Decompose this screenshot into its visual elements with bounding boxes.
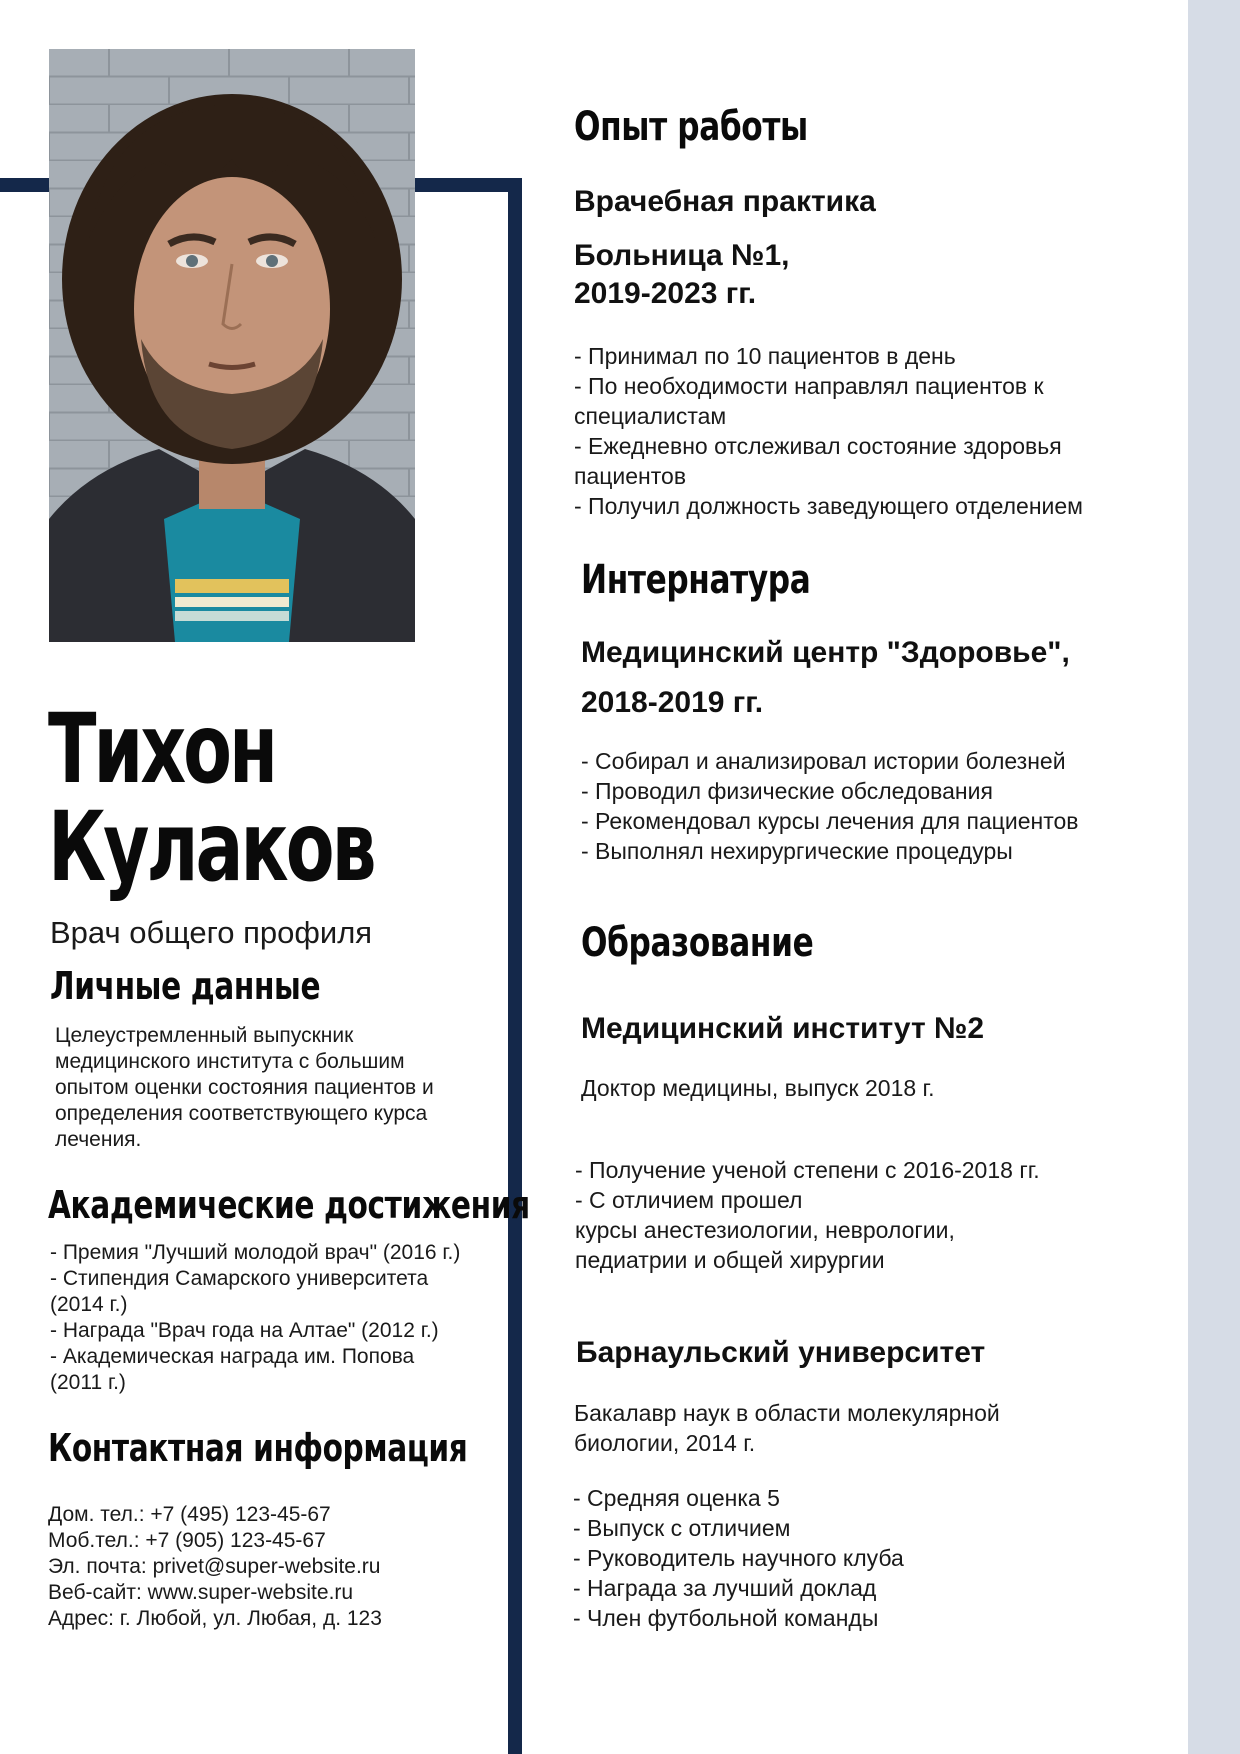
- list-item: (2011 г.): [50, 1371, 126, 1394]
- internship-heading: Интернатура: [581, 557, 811, 603]
- contacts-heading: Контактная информация: [48, 1426, 468, 1470]
- personal-line: Целеустремленный выпускник: [55, 1024, 354, 1047]
- list-item: - Член футбольной команды: [573, 1605, 879, 1631]
- list-item: - Рекомендовал курсы лечения для пациентов: [581, 808, 1079, 834]
- side-strip: [1188, 0, 1240, 1754]
- school2-degree: [574, 1398, 1000, 1458]
- experience-heading: Опыт работы: [574, 104, 808, 150]
- experience-list: [574, 341, 1083, 521]
- school1-list: [575, 1155, 1040, 1275]
- list-item: (2014 г.): [50, 1293, 128, 1316]
- list-item: - Ежедневно отслеживал состояние здоровья: [574, 433, 1062, 459]
- list-item: курсы анестезиологии, неврологии,: [575, 1217, 955, 1243]
- internship-place-line: Медицинский центр "Здоровье",: [581, 636, 1070, 669]
- school2-name: Барнаульский университет: [576, 1336, 986, 1369]
- list-item: - Проводил физические обследования: [581, 778, 993, 804]
- profile-photo: [49, 49, 415, 642]
- achievements-list: [50, 1240, 460, 1396]
- list-item: - Награда за лучший доклад: [573, 1575, 877, 1601]
- school2-degree-line: биологии, 2014 г.: [574, 1430, 756, 1456]
- list-item: - С отличием прошел: [575, 1187, 803, 1213]
- list-item: - Премия "Лучший молодой врач" (2016 г.): [50, 1241, 461, 1264]
- personal-line: определения соответствующего курса: [55, 1102, 428, 1125]
- school2-list: [573, 1483, 904, 1633]
- list-item: пациентов: [574, 463, 687, 489]
- contact-email: Эл. почта: privet@super-website.ru: [48, 1555, 381, 1578]
- first-name: Тихон: [48, 693, 276, 805]
- person-name: [48, 693, 381, 903]
- list-item: - Академическая награда им. Попова: [50, 1345, 415, 1368]
- internship-list: [581, 746, 1079, 866]
- list-item: - Выпуск с отличием: [573, 1515, 791, 1541]
- list-item: - Руководитель научного клуба: [573, 1545, 904, 1571]
- list-item: - Стипендия Самарского университета: [50, 1267, 429, 1290]
- personal-line: лечения.: [55, 1128, 142, 1151]
- contacts-list: [48, 1502, 382, 1632]
- list-item: - По необходимости направлял пациентов к: [574, 373, 1044, 399]
- experience-place-line: Больница №1,: [574, 239, 790, 272]
- school1-name: Медицинский институт №2: [581, 1012, 985, 1045]
- vertical-accent-bar: [508, 178, 522, 1754]
- education-heading: Образование: [581, 920, 814, 966]
- school1-degree: Доктор медицины, выпуск 2018 г.: [581, 1075, 935, 1101]
- experience-place-line: 2019-2023 гг.: [574, 277, 757, 310]
- list-item: специалистам: [574, 403, 727, 429]
- achievements-heading: Академические достижения: [48, 1183, 530, 1227]
- personal-text: [55, 1023, 434, 1153]
- internship-place: [581, 628, 1070, 728]
- personal-line: опытом оценки состояния пациентов и: [55, 1076, 434, 1099]
- list-item: - Принимал по 10 пациентов в день: [574, 343, 956, 369]
- list-item: - Собирал и анализировал истории болезней: [581, 748, 1066, 774]
- list-item: - Выполнял нехирургические процедуры: [581, 838, 1013, 864]
- personal-heading: Личные данные: [50, 964, 321, 1008]
- experience-place: [574, 237, 790, 313]
- list-item: педиатрии и общей хирургии: [575, 1247, 885, 1273]
- contact-phone-mobile: Моб.тел.: +7 (905) 123-45-67: [48, 1529, 326, 1552]
- last-name: Кулаков: [48, 791, 374, 903]
- internship-place-line: 2018-2019 гг.: [581, 686, 764, 719]
- list-item: - Получение ученой степени с 2016-2018 гг.: [575, 1157, 1040, 1183]
- list-item: - Получил должность заведующего отделением: [574, 493, 1083, 519]
- contact-address: Адрес: г. Любой, ул. Любая, д. 123: [48, 1607, 382, 1630]
- experience-role: Врачебная практика: [574, 185, 876, 218]
- job-title: Врач общего профиля: [50, 915, 373, 950]
- contact-website: Веб-сайт: www.super-website.ru: [48, 1581, 354, 1604]
- contact-phone-home: Дом. тел.: +7 (495) 123-45-67: [48, 1503, 331, 1526]
- list-item: - Награда "Врач года на Алтае" (2012 г.): [50, 1319, 439, 1342]
- list-item: - Средняя оценка 5: [573, 1485, 780, 1511]
- school2-degree-line: Бакалавр наук в области молекулярной: [574, 1400, 1000, 1426]
- personal-line: медицинского института с большим: [55, 1050, 405, 1073]
